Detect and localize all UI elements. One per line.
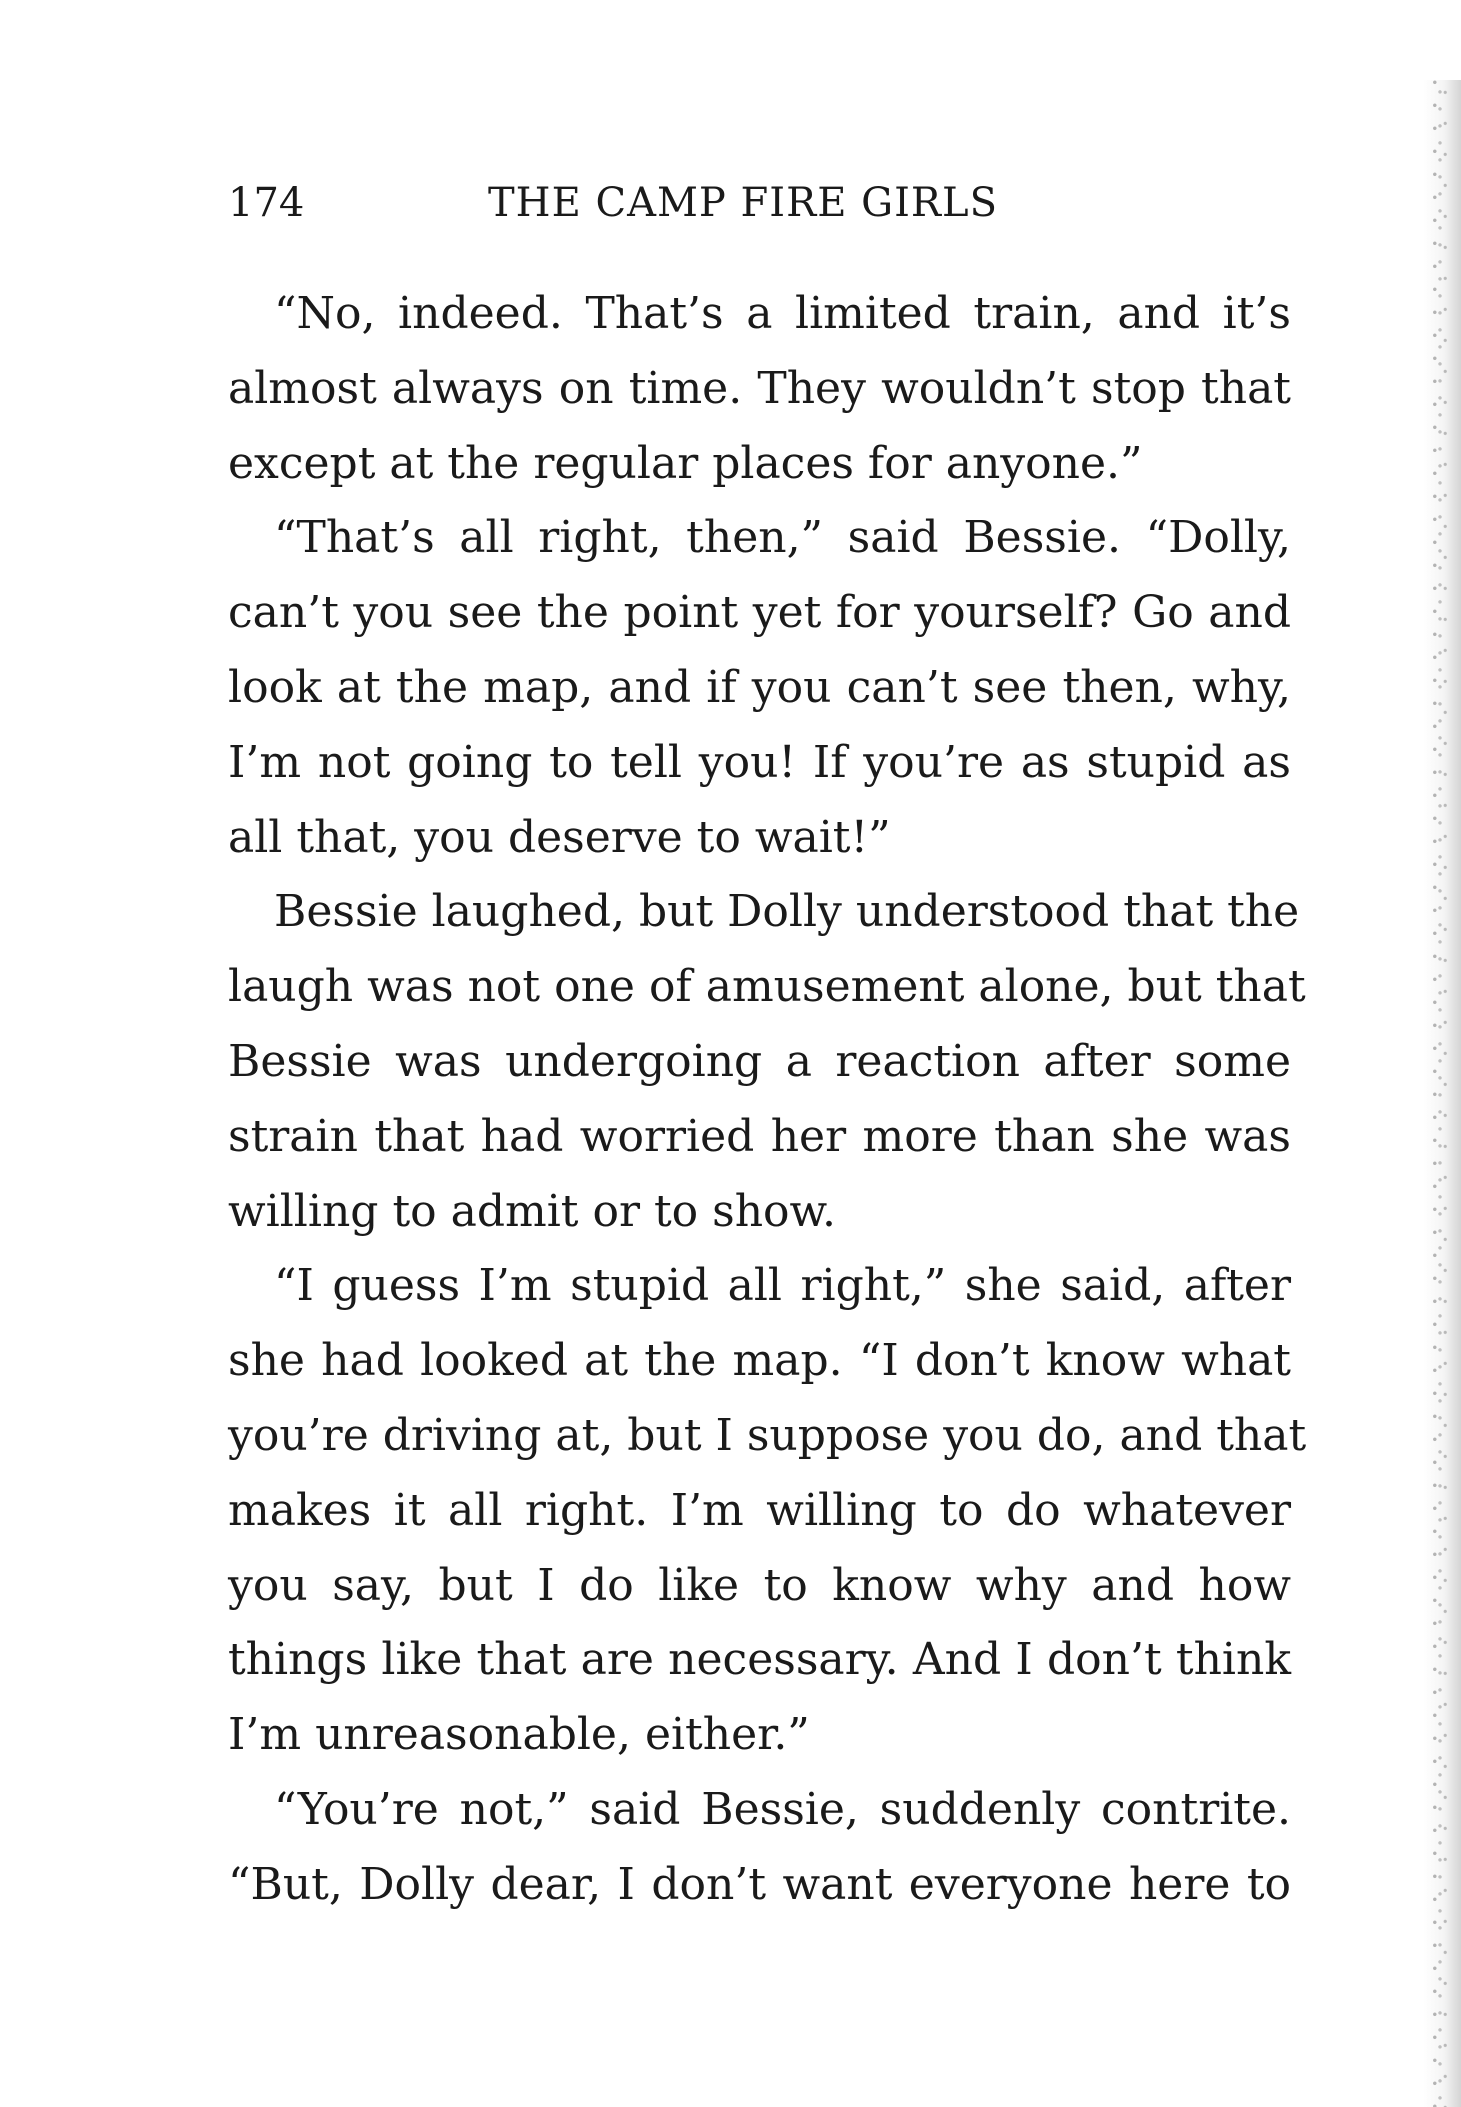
text-line: laugh was not one of amusement alone, but that	[228, 961, 1306, 1013]
text-line: I’m not going to tell you! If you’re as stupid as	[228, 736, 1291, 788]
text-line: look at the map, and if you can’t see then, why,	[228, 661, 1291, 713]
text-line: “You’re not,” said Bessie, suddenly contrite.	[274, 1783, 1291, 1835]
text-line: you say, but I do like to know why and how	[228, 1559, 1291, 1611]
running-head: THE CAMP FIRE GIRLS	[488, 180, 998, 226]
page-edge-speckle	[1427, 80, 1453, 2107]
text-line: I’m unreasonable, either.”	[228, 1709, 810, 1761]
text-line: “That’s all right, then,” said Bessie. “Dolly,	[274, 512, 1291, 564]
page-header	[228, 178, 1288, 228]
text-line: things like that are necessary. And I don’t think	[228, 1634, 1291, 1686]
text-line: Bessie laughed, but Dolly understood that the	[274, 886, 1300, 938]
text-line: Bessie was undergoing a reaction after some	[228, 1035, 1291, 1087]
body-text	[228, 277, 1307, 1923]
text-line: all that, you deserve to wait!”	[228, 811, 891, 863]
text-line: willing to admit or to show.	[228, 1185, 836, 1237]
page-number: 174	[228, 180, 305, 226]
text-line: she had looked at the map. “I don’t know what	[228, 1335, 1291, 1387]
text-line: can’t you see the point yet for yourself? Go and	[228, 587, 1291, 639]
text-line: except at the regular places for anyone.”	[228, 437, 1143, 489]
text-line: “But, Dolly dear, I don’t want everyone here to	[228, 1858, 1291, 1910]
text-line: “No, indeed. That’s a limited train, and it’s	[274, 288, 1291, 339]
text-line: “I guess I’m stupid all right,” she said, after	[274, 1260, 1291, 1312]
text-line: you’re driving at, but I suppose you do, and that	[228, 1409, 1307, 1461]
text-line: strain that had worried her more than she was	[228, 1110, 1291, 1162]
text-line: almost always on time. They wouldn’t stop that	[228, 362, 1291, 414]
text-line: makes it all right. I’m willing to do whatever	[228, 1484, 1291, 1536]
